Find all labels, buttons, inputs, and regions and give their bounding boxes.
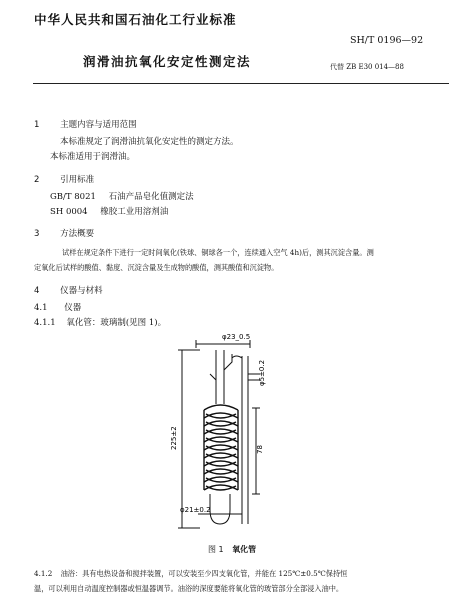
section-1-title: 主题内容与适用范围	[60, 120, 137, 130]
section-3-line-1: 试样在规定条件下进行一定时间氧化(铁球、铜球各一个，连续通入空气 4h)后，测其沉淀含量。测	[62, 248, 374, 257]
section-1-line-2: 本标准适用于润滑油。	[50, 152, 136, 162]
dim-top-diameter: φ23_0.5	[222, 333, 251, 341]
reference-1-code: GB/T 8021	[50, 192, 96, 202]
section-4-heading	[34, 284, 103, 296]
document-title: 润滑油抗氧化安定性测定法	[83, 54, 252, 69]
section-2-title: 引用标准	[60, 175, 95, 185]
reference-1-title: 石油产品皂化值测定法	[108, 192, 194, 202]
section-4-number: 4	[34, 286, 40, 296]
figure-caption-label: 图 1	[208, 545, 224, 554]
subsection-4-1-title: 仪器	[64, 303, 82, 313]
subsection-4-1-2-number: 4.1.2	[34, 569, 53, 578]
dim-total-height: 225±2	[170, 426, 178, 450]
header-rule	[33, 83, 449, 84]
section-1-line-1: 本标准规定了润滑油抗氧化安定性的测定方法。	[60, 137, 239, 147]
subsection-4-1-1-number: 4.1.1	[34, 318, 56, 328]
dim-coil-height: 78	[256, 445, 264, 454]
section-2-number: 2	[34, 175, 40, 185]
figure-caption	[208, 544, 256, 555]
reference-1	[50, 191, 194, 203]
dim-side-tube: φ5±0.2	[258, 359, 266, 386]
section-3-heading	[34, 227, 94, 239]
section-4-title: 仪器与材料	[60, 286, 103, 296]
reference-2-code: SH 0004	[50, 207, 88, 217]
section-3-number: 3	[34, 229, 40, 239]
subsection-4-1-2-text-1: 油浴：具有电热设备和搅拌装置，可以安装至少四支氧化管，并能在 125℃±0.5℃保持恒	[60, 569, 348, 578]
org-title: 中华人民共和国石油化工行业标准	[34, 12, 237, 27]
replaces-note: 代替 ZB E30 014—88	[330, 63, 404, 71]
subsection-4-1-2-line-1	[34, 568, 347, 580]
subsection-4-1-1	[34, 317, 166, 329]
reference-2-title: 橡胶工业用溶剂油	[100, 207, 169, 217]
section-3-title: 方法概要	[60, 229, 95, 239]
subsection-4-1-2-line-2: 温，可以利用自动温度控制器或恒温器调节。油浴的深度要能将氧化管的玻管部分全部浸入油中。	[34, 584, 344, 593]
section-1-heading	[34, 118, 137, 130]
oxidation-tube-figure	[160, 328, 310, 546]
subsection-4-1	[34, 302, 81, 314]
section-3-line-2: 定氧化后试样的酸值、黏度、沉淀含量及生成物的酸值，测其酸值和沉淀物。	[34, 263, 279, 272]
subsection-4-1-1-text: 氧化管：玻璃制(见图 1)。	[66, 318, 167, 328]
dim-bottom-diameter: φ21±0.2	[180, 506, 211, 514]
reference-2	[50, 206, 168, 218]
section-1-number: 1	[34, 120, 40, 130]
section-2-heading	[34, 173, 94, 185]
standard-number: SH/T 0196—92	[350, 35, 424, 46]
subsection-4-1-number: 4.1	[34, 303, 48, 313]
figure-caption-text: 氧化管	[232, 545, 257, 554]
